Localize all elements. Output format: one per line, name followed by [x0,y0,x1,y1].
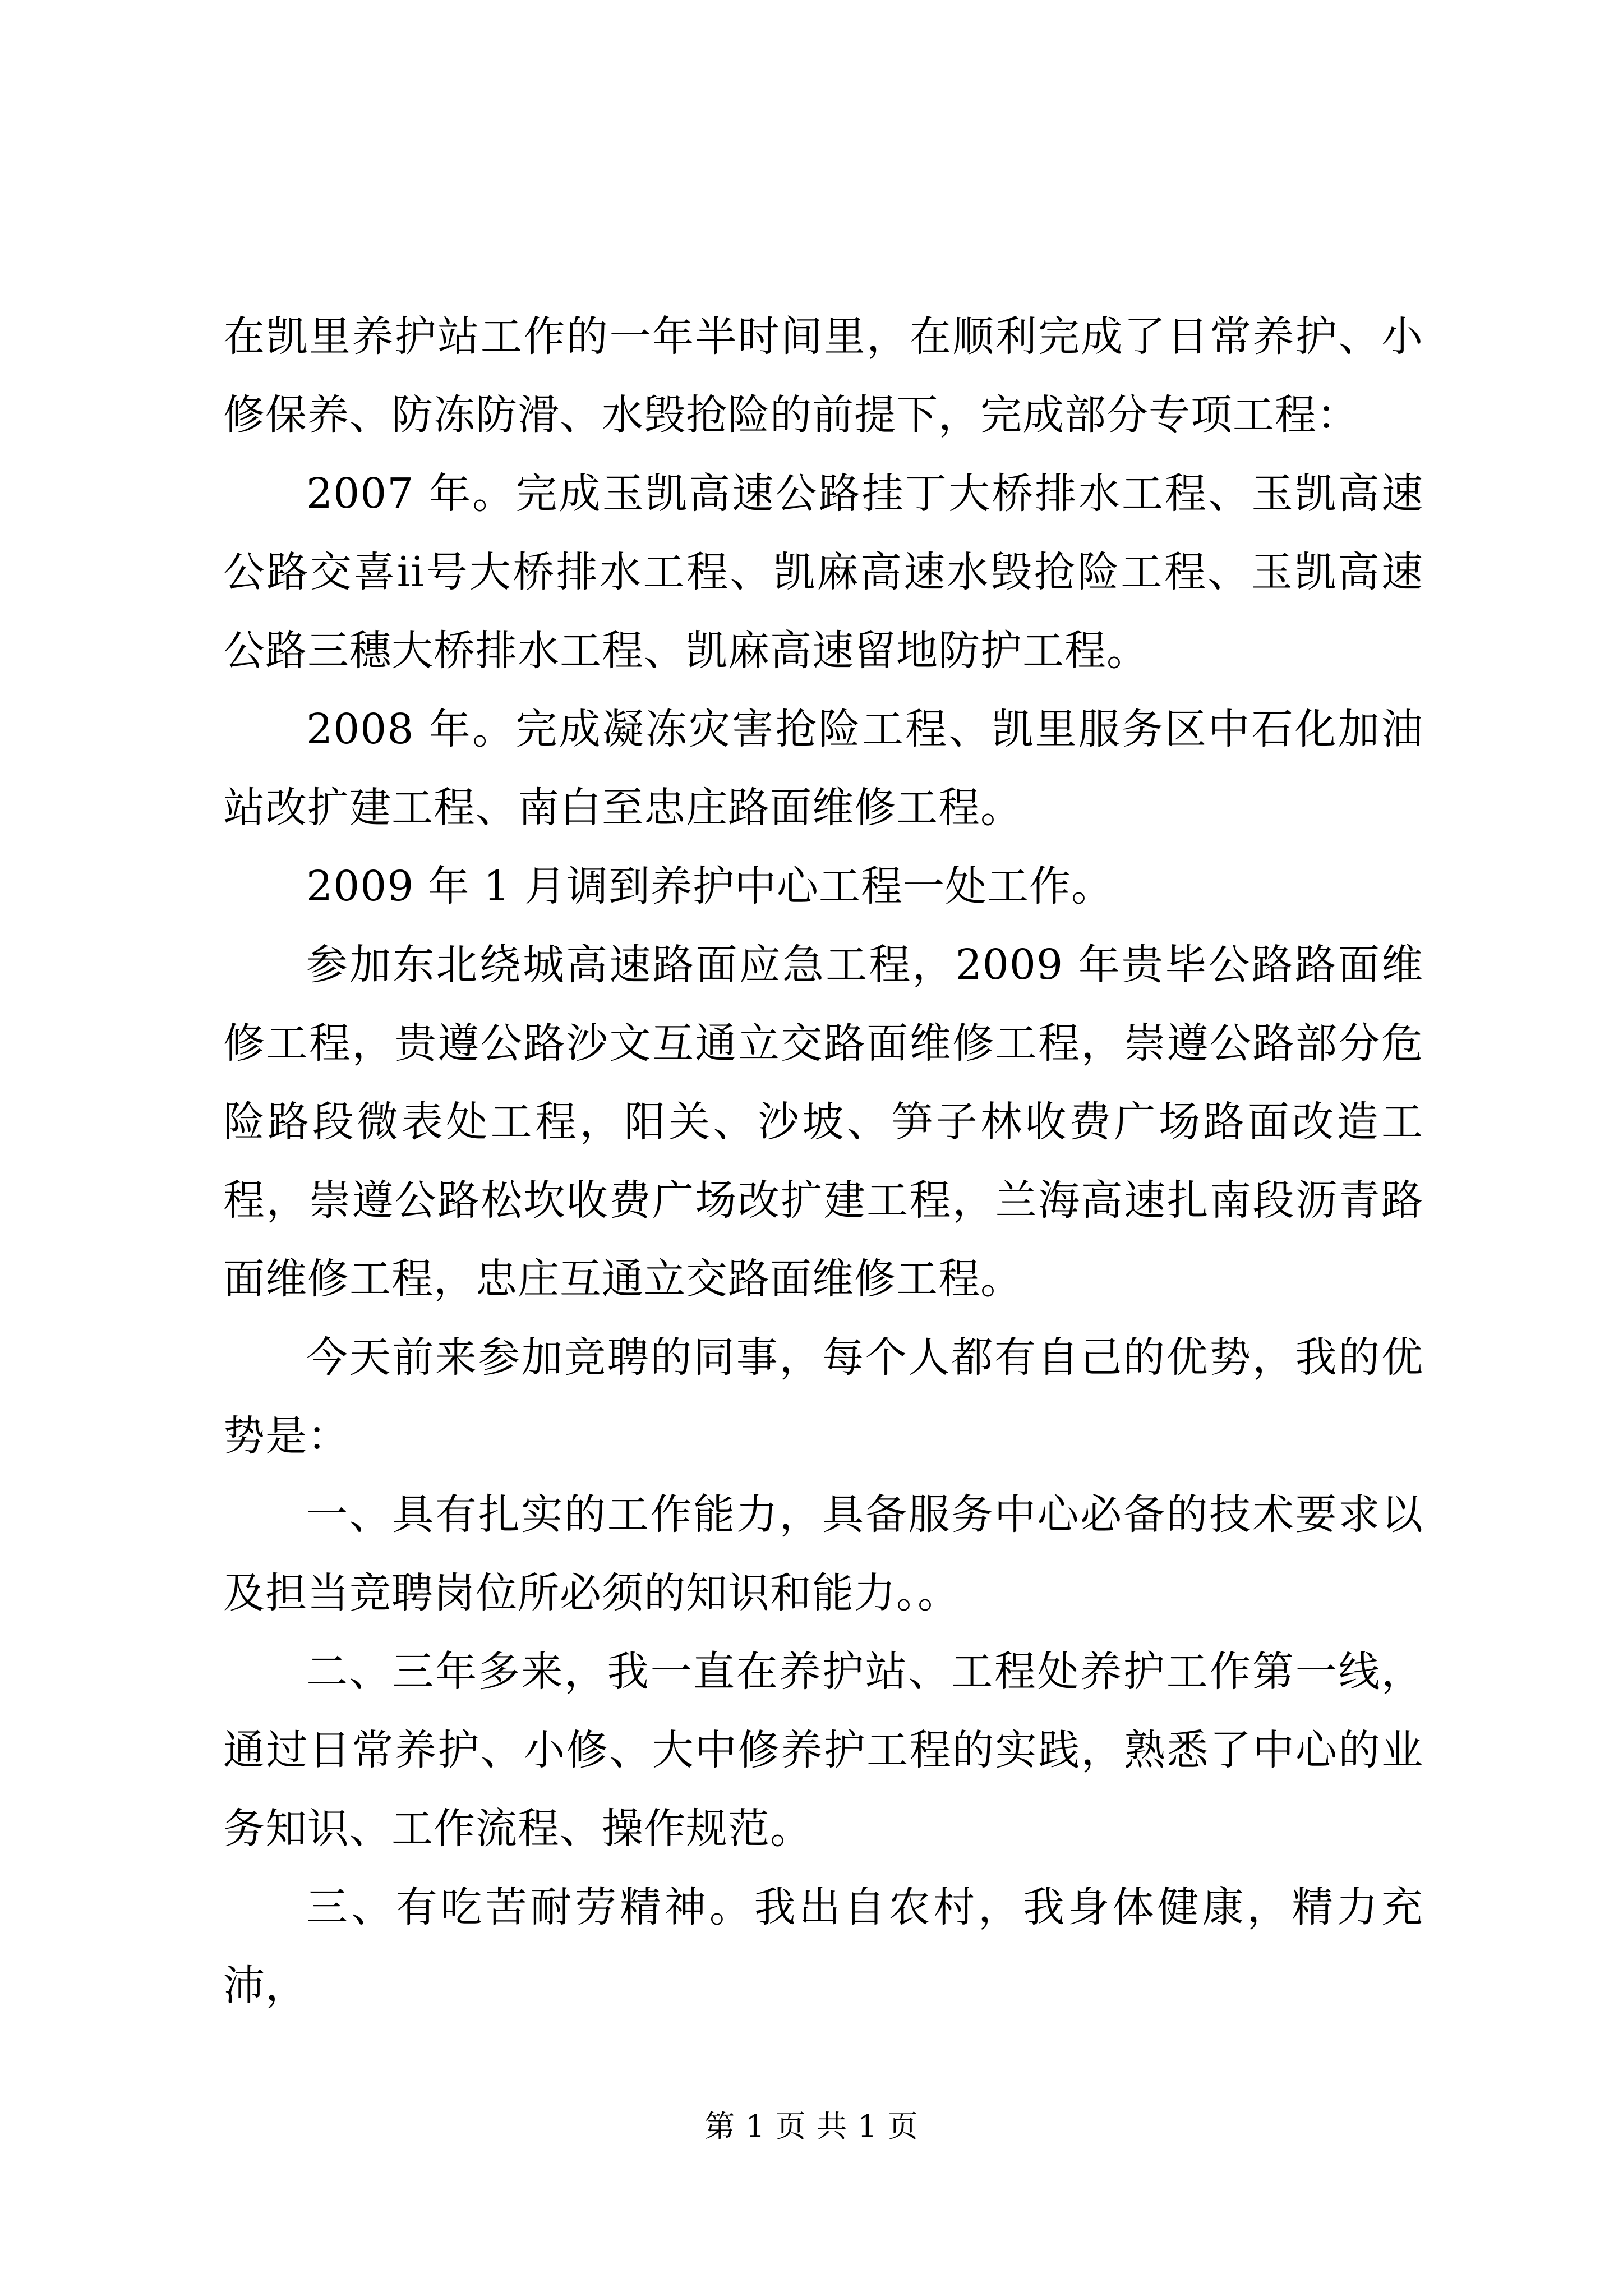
document-body [223,297,1423,2025]
paragraph-projects: 参加东北绕城高速路面应急工程，2009 年贵毕公路路面维修工程，贵遵公路沙文互通立交路面维修工程，崇遵公路部分危险路段微表处工程，阳关、沙坡、笋子林收费广场路面改造工程，崇遵公路松坎收费广场改扩建工程，兰海高速扎南段沥青路面维修工程，忠庄互通立交路面维修工程。 [223,941,1423,1303]
paragraph-advantage-two: 二、三年多来，我一直在养护站、工程处养护工作第一线，通过日常养护、小修、大中修养护工程的实践，熟悉了中心的业务知识、工作流程、操作规范。 [223,1648,1423,1853]
paragraph-intro: 在凯里养护站工作的一年半时间里，在顺利完成了日常养护、小修保养、防冻防滑、水毁抢险的前提下，完成部分专项工程： [223,312,1423,439]
paragraph-advantages-intro: 今天前来参加竞聘的同事，每个人都有自己的优势，我的优势是： [223,1333,1423,1460]
paragraph-2008: 2008 年。完成凝冻灾害抢险工程、凯里服务区中石化加油站改扩建工程、南白至忠庄路面维修工程。 [223,705,1423,832]
page-footer: 第 1 页 共 1 页 [704,2109,919,2144]
paragraph-advantage-one: 一、具有扎实的工作能力，具备服务中心必备的技术要求以及担当竞聘岗位所必须的知识和能力。。 [223,1490,1423,1617]
paragraph-advantage-three: 三、有吃苦耐劳精神。我出自农村，我身体健康，精力充沛， [223,1883,1423,2010]
paragraph-2009-transfer: 2009 年 1 月调到养护中心工程一处工作。 [306,862,1113,910]
paragraph-2007: 2007 年。完成玉凯高速公路挂丁大桥排水工程、玉凯高速公路交喜ii号大桥排水工程、凯麻高速水毁抢险工程、玉凯高速公路三穗大桥排水工程、凯麻高速留地防护工程。 [223,470,1423,675]
